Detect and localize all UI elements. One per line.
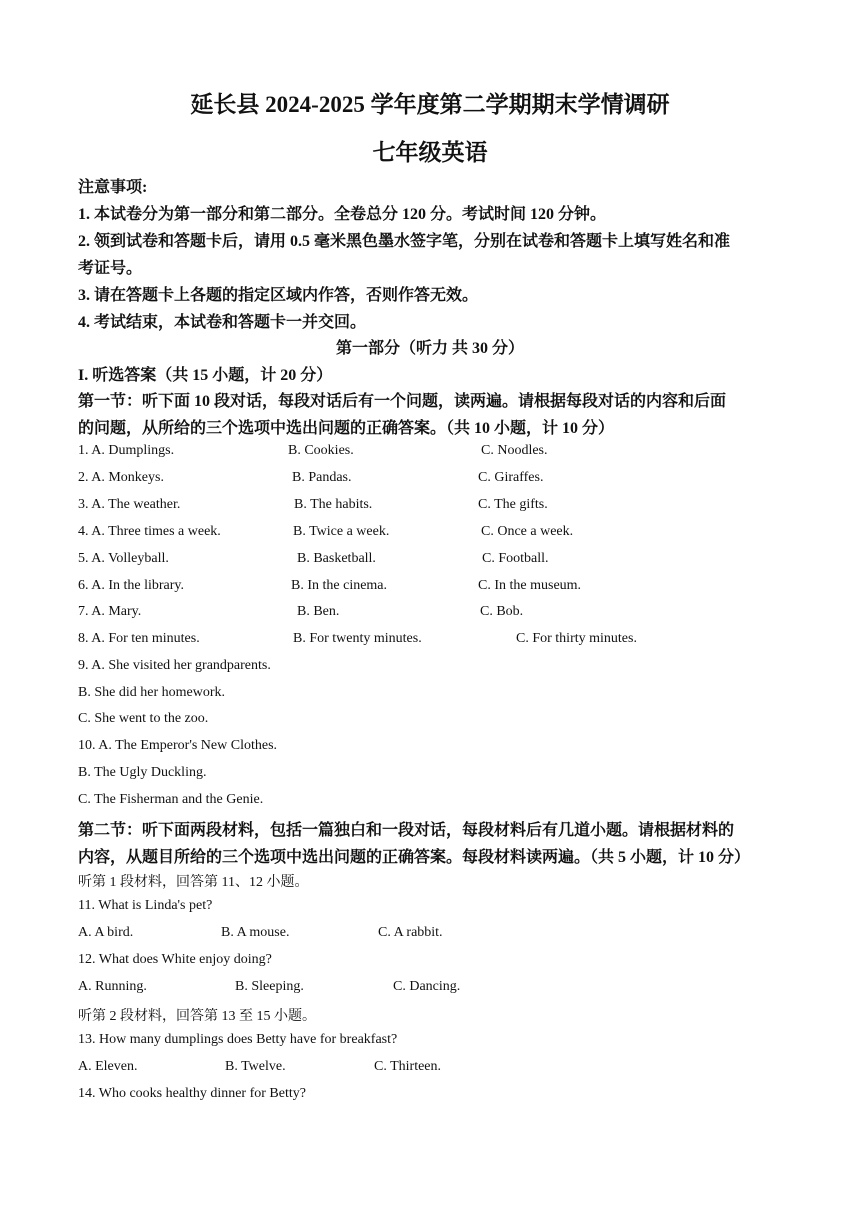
q11-option-b: B. A mouse. (221, 925, 290, 940)
q8-option-b: B. For twenty minutes. (293, 631, 422, 646)
q12-option-a: A. Running. (78, 979, 147, 994)
subsection2-instruction: 内容，从题目所给的三个选项中选出问题的正确答案。每段材料读两遍。（共 5 小题，计 10 分） (78, 849, 751, 866)
q3-option-b: B. The habits. (294, 497, 373, 512)
q11-option-a: A. A bird. (78, 925, 134, 940)
subsection1-instruction: 的问题，从所给的三个选项中选出问题的正确答案。（共 10 小题，计 10 分） (78, 420, 615, 437)
q5-option-b: B. Basketball. (297, 551, 376, 566)
q11-option-c: C. A rabbit. (378, 925, 443, 940)
q7-option-a: 7. A. Mary. (78, 604, 142, 619)
note-item: 考证号。 (78, 260, 143, 277)
q8-option-c: C. For thirty minutes. (516, 631, 637, 646)
q6-option-b: B. In the cinema. (291, 578, 388, 593)
q5-option-a: 5. A. Volleyball. (78, 551, 169, 566)
q13-option-c: C. Thirteen. (374, 1059, 442, 1074)
q7-option-b: B. Ben. (297, 604, 340, 619)
q12-stem: 12. What does White enjoy doing? (78, 952, 272, 967)
subsection1-instruction: 第一节：听下面 10 段对话，每段对话后有一个问题，读两遍。请根据每段对话的内容和后面 (78, 393, 727, 410)
q9-option-b: B. She did her homework. (78, 685, 225, 700)
q3-option-a: 3. A. The weather. (78, 497, 181, 512)
note-item: 3. 请在答题卡上各题的指定区域内作答，否则作答无效。 (78, 287, 479, 304)
q8-option-a: 8. A. For ten minutes. (78, 631, 200, 646)
q5-option-c: C. Football. (482, 551, 549, 566)
q1-option-c: C. Noodles. (481, 443, 548, 458)
part1-title: 第一部分（听力 共 30 分） (335, 340, 524, 357)
subsection2-instruction: 第二节：听下面两段材料，包括一篇独白和一段对话，每段材料后有几道小题。请根据材料的 (78, 822, 735, 839)
q10-option-a: 10. A. The Emperor's New Clothes. (78, 738, 278, 753)
q11-stem: 11. What is Linda's pet? (78, 898, 213, 913)
q10-option-c: C. The Fisherman and the Genie. (78, 792, 264, 807)
material1-intro: 听第 1 段材料，回答第 11、12 小题。 (78, 875, 309, 890)
q9-option-c: C. She went to the zoo. (78, 711, 209, 726)
q6-option-c: C. In the museum. (478, 578, 582, 593)
q1-option-a: 1. A. Dumplings. (78, 443, 175, 458)
q2-option-a: 2. A. Monkeys. (78, 470, 164, 485)
q14-stem: 14. Who cooks healthy dinner for Betty? (78, 1086, 306, 1101)
note-item: 1. 本试卷分为第一部分和第二部分。全卷总分 120 分。考试时间 120 分钟。 (78, 206, 607, 223)
q2-option-c: C. Giraffes. (478, 470, 544, 485)
q3-option-c: C. The gifts. (478, 497, 548, 512)
exam-title: 延长县 2024-2025 学年度第二学期期末学情调研 (190, 92, 670, 117)
q6-option-a: 6. A. In the library. (78, 578, 185, 593)
exam-subtitle: 七年级英语 (372, 140, 488, 165)
q9-option-a: 9. A. She visited her grandparents. (78, 658, 271, 673)
q13-option-a: A. Eleven. (78, 1059, 138, 1074)
q2-option-b: B. Pandas. (292, 470, 352, 485)
q4-option-b: B. Twice a week. (293, 524, 390, 539)
material2-intro: 听第 2 段材料，回答第 13 至 15 小题。 (78, 1009, 316, 1024)
q1-option-b: B. Cookies. (288, 443, 354, 458)
q13-option-b: B. Twelve. (225, 1059, 286, 1074)
note-item: 2. 领到试卷和答题卡后，请用 0.5 毫米黑色墨水签字笔，分别在试卷和答题卡上填写姓名和准 (78, 233, 731, 250)
q13-stem: 13. How many dumplings does Betty have for breakfast? (78, 1032, 398, 1047)
q4-option-c: C. Once a week. (481, 524, 574, 539)
notes-heading: 注意事项: (78, 179, 148, 196)
q12-option-c: C. Dancing. (393, 979, 461, 994)
q7-option-c: C. Bob. (480, 604, 524, 619)
q10-option-b: B. The Ugly Duckling. (78, 765, 207, 780)
q4-option-a: 4. A. Three times a week. (78, 524, 221, 539)
q12-option-b: B. Sleeping. (235, 979, 304, 994)
section-title: I. 听选答案（共 15 小题，计 20 分） (78, 367, 333, 384)
note-item: 4. 考试结束，本试卷和答题卡一并交回。 (78, 314, 367, 331)
